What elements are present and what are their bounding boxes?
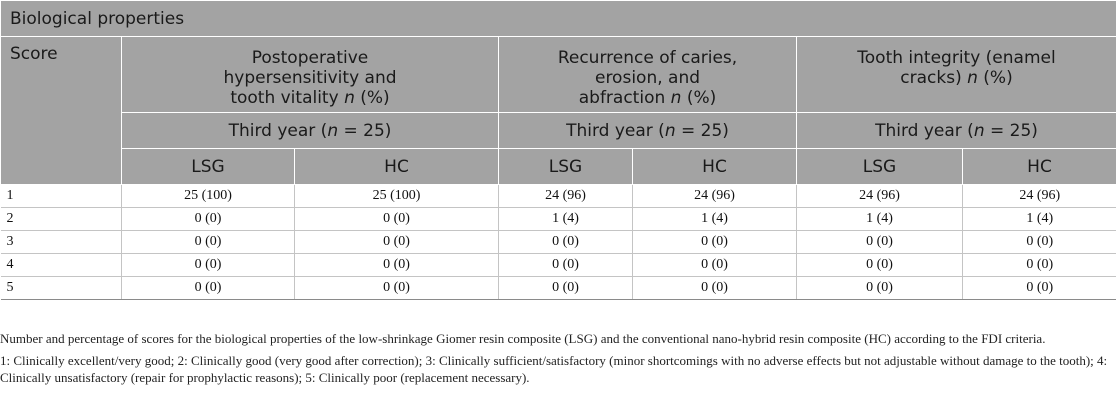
data-cell: 24 (96) xyxy=(963,185,1116,208)
sub-header-hc: HC xyxy=(963,149,1116,185)
score-cell: 2 xyxy=(1,208,122,231)
data-cell: 0 (0) xyxy=(633,277,797,300)
data-cell: 1 (4) xyxy=(499,208,633,231)
year-header-2: Third year (n = 25) xyxy=(499,113,797,149)
data-cell: 0 (0) xyxy=(797,231,963,254)
data-cell: 0 (0) xyxy=(963,231,1116,254)
data-cell: 0 (0) xyxy=(797,277,963,300)
data-cell: 25 (100) xyxy=(122,185,295,208)
table-row xyxy=(1,185,1116,208)
data-cell: 0 (0) xyxy=(295,277,499,300)
table-row xyxy=(1,231,1116,254)
data-cell: 1 (4) xyxy=(963,208,1116,231)
sub-header-lsg: LSG xyxy=(122,149,295,185)
sub-header-hc: HC xyxy=(295,149,499,185)
footnote-description: Number and percentage of scores for the biological properties of the low-shrinkage Giomer resin composite (LSG) and the conventional nano-hybrid resin composite (HC) according to the FDI criteria. xyxy=(0,331,1046,346)
data-cell: 0 (0) xyxy=(295,208,499,231)
data-cell: 0 (0) xyxy=(797,254,963,277)
data-cell: 0 (0) xyxy=(499,231,633,254)
data-cell: 0 (0) xyxy=(122,277,295,300)
data-cell: 0 (0) xyxy=(122,208,295,231)
data-cell: 0 (0) xyxy=(499,277,633,300)
data-cell: 1 (4) xyxy=(797,208,963,231)
sub-header-lsg: LSG xyxy=(499,149,633,185)
table-row xyxy=(1,208,1116,231)
data-cell: 0 (0) xyxy=(633,231,797,254)
group-header-recurrence: Recurrence of caries, erosion, and abfraction n (%) xyxy=(499,37,797,113)
sub-header-lsg: LSG xyxy=(797,149,963,185)
footnote-score-legend: 1: Clinically excellent/very good; 2: Clinically good (very good after correction); 3: Clinically sufficient/satisfactory (minor shortcomings with no adverse effects but not adjustable without damage to the tooth); 4: Clinically unsatisfactory (repair for prophylactic reasons); 5: Clinically poor (replacement necessary). xyxy=(0,353,1108,385)
data-cell: 0 (0) xyxy=(122,254,295,277)
data-cell: 0 (0) xyxy=(499,254,633,277)
group-header-tooth-integrity: Tooth integrity (enamel cracks) n (%) xyxy=(797,37,1116,113)
data-cell: 0 (0) xyxy=(963,277,1116,300)
table-row xyxy=(1,254,1116,277)
data-cell: 0 (0) xyxy=(122,231,295,254)
data-cell: 24 (96) xyxy=(797,185,963,208)
data-cell: 1 (4) xyxy=(633,208,797,231)
score-column-header: Score xyxy=(1,37,122,185)
table-footnotes xyxy=(0,330,1112,391)
score-cell: 1 xyxy=(1,185,122,208)
sub-header-hc: HC xyxy=(633,149,797,185)
table-caption: Biological properties xyxy=(1,1,1116,37)
data-cell: 25 (100) xyxy=(295,185,499,208)
group-header-hypersensitivity: Postoperative hypersensitivity and tooth vitality n (%) xyxy=(122,37,499,113)
score-cell: 4 xyxy=(1,254,122,277)
year-header-1: Third year (n = 25) xyxy=(122,113,499,149)
score-cell: 3 xyxy=(1,231,122,254)
score-cell: 5 xyxy=(1,277,122,300)
data-cell: 24 (96) xyxy=(499,185,633,208)
data-cell: 0 (0) xyxy=(963,254,1116,277)
table-row xyxy=(1,277,1116,300)
data-cell: 24 (96) xyxy=(633,185,797,208)
year-header-3: Third year (n = 25) xyxy=(797,113,1116,149)
data-cell: 0 (0) xyxy=(295,231,499,254)
data-cell: 0 (0) xyxy=(295,254,499,277)
data-cell: 0 (0) xyxy=(633,254,797,277)
